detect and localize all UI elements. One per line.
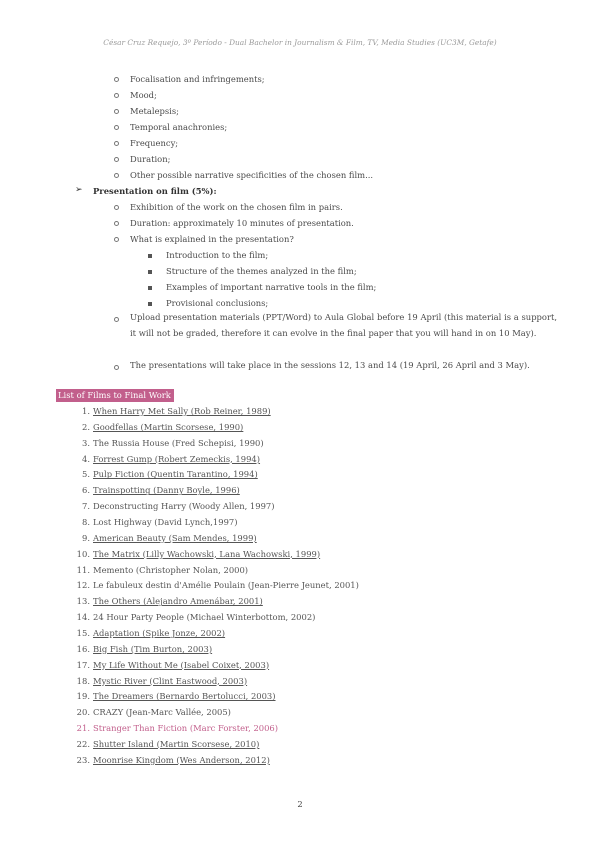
presentation-subitem: Structure of the themes analyzed in the film;: [166, 266, 357, 276]
square-bullet-icon: [148, 286, 152, 290]
presentation-item: What is explained in the presentation?: [130, 234, 294, 244]
film-number: 5.: [82, 469, 90, 480]
film-title: Deconstructing Harry (Woody Allen, 1997): [93, 501, 275, 512]
narrative-item: Temporal anachronies;: [130, 122, 228, 132]
page-number: 2: [297, 799, 303, 809]
square-bullet-icon: [148, 270, 152, 274]
circle-bullet-icon: [114, 77, 119, 82]
film-number: 6.: [82, 485, 90, 496]
narrative-item: Frequency;: [130, 138, 179, 148]
square-bullet-icon: [148, 302, 152, 306]
narrative-item: Mood;: [130, 90, 157, 100]
film-link[interactable]: Pulp Fiction (Quentin Tarantino, 1994): [93, 469, 258, 480]
circle-bullet-icon: [114, 317, 119, 322]
presentation-heading: Presentation on film (5%):: [93, 186, 217, 196]
presentation-item: Duration: approximately 10 minutes of presentation.: [130, 218, 354, 228]
circle-bullet-icon: [114, 141, 119, 146]
film-title: The Russia House (Fred Schepisi, 1990): [93, 437, 264, 448]
film-number: 8.: [82, 517, 90, 527]
circle-bullet-icon: [114, 221, 119, 226]
film-title: CRAZY (Jean-Marc Vallée, 2005): [93, 707, 231, 718]
film-number: 7.: [82, 501, 90, 512]
square-bullet-icon: [148, 254, 152, 258]
film-number: 14.: [76, 612, 90, 622]
film-number: 4.: [82, 453, 90, 464]
film-number: 13.: [76, 596, 90, 607]
film-link[interactable]: Big Fish (Tim Burton, 2003): [93, 643, 213, 654]
film-number: 3.: [82, 437, 90, 448]
narrative-item: Duration;: [130, 154, 171, 164]
film-number: 17.: [76, 659, 90, 670]
film-number: 2.: [82, 421, 90, 432]
circle-bullet-icon: [114, 125, 119, 130]
circle-bullet-icon: [114, 109, 119, 114]
film-number: 23.: [76, 754, 90, 765]
film-title: Lost Highway (David Lynch,1997): [93, 517, 238, 527]
film-number: 19.: [76, 691, 90, 702]
film-number: 15.: [76, 627, 90, 638]
presentation-item: Exhibition of the work on the chosen film in pairs.: [130, 202, 343, 212]
film-link[interactable]: Shutter Island (Martin Scorsese, 2010): [93, 738, 260, 749]
film-number: 11.: [76, 564, 90, 575]
film-link[interactable]: My Life Without Me (Isabel Coixet, 2003): [93, 659, 270, 670]
sessions-info: The presentations will take place in the sessions 12, 13 and 14 (19 April, 26 April and 3 May).: [130, 360, 530, 370]
film-link[interactable]: The Others (Alejandro Amenábar, 2001): [93, 596, 263, 607]
circle-bullet-icon: [114, 173, 119, 178]
films-list-title: List of Films to Final Work: [56, 389, 174, 402]
film-title: Memento (Christopher Nolan, 2000): [93, 564, 249, 575]
page-header: César Cruz Requejo, 3º Período - Dual Bachelor in Journalism & Film, TV, Media Studies (UC3M, Getafe): [103, 38, 497, 47]
film-link[interactable]: American Beauty (Sam Mendes, 1999): [93, 532, 257, 543]
film-title: Stranger Than Fiction (Marc Forster, 2006): [93, 723, 279, 733]
presentation-subitem: Provisional conclusions;: [166, 298, 269, 308]
film-link[interactable]: Mystic River (Clint Eastwood, 2003): [93, 675, 248, 686]
film-link[interactable]: Adaptation (Spike Jonze, 2002): [93, 627, 226, 638]
film-number: 16.: [76, 643, 90, 654]
film-number: 10.: [76, 548, 90, 559]
circle-bullet-icon: [114, 157, 119, 162]
film-link[interactable]: When Harry Met Sally (Rob Reiner, 1989): [93, 406, 271, 416]
circle-bullet-icon: [114, 237, 119, 242]
film-link[interactable]: Moonrise Kingdom (Wes Anderson, 2012): [93, 754, 270, 765]
narrative-item: Metalepsis;: [130, 106, 179, 116]
narrative-item: Focalisation and infringements;: [130, 74, 265, 84]
presentation-subitem: Introduction to the film;: [166, 250, 269, 260]
film-link[interactable]: Goodfellas (Martin Scorsese, 1990): [93, 421, 244, 432]
upload-instructions: Upload presentation materials (PPT/Word) to Aula Global before 19 April (this material is a support, it will not be graded, therefore it can evolve in the final paper that you will hand in on 10 May).: [130, 312, 557, 338]
circle-bullet-icon: [114, 365, 119, 370]
film-link[interactable]: The Matrix (Lilly Wachowski, Lana Wachowski, 1999): [93, 548, 321, 559]
presentation-subitem: Examples of important narrative tools in the film;: [166, 282, 377, 292]
circle-bullet-icon: [114, 205, 119, 210]
film-number: 9.: [82, 532, 90, 543]
film-link[interactable]: Forrest Gump (Robert Zemeckis, 1994): [93, 453, 261, 464]
film-number: 1.: [82, 406, 90, 416]
narrative-item: Other possible narrative specificities of the chosen film...: [130, 170, 374, 180]
film-link[interactable]: The Dreamers (Bernardo Bertolucci, 2003): [93, 691, 276, 702]
film-number: 22.: [76, 738, 90, 749]
film-link[interactable]: Trainspotting (Danny Boyle, 1996): [93, 485, 240, 496]
arrow-bullet-icon: ➢: [75, 185, 83, 195]
film-title: 24 Hour Party People (Michael Winterbottom, 2002): [93, 612, 316, 622]
film-title: Le fabuleux destin d'Amélie Poulain (Jean-Pierre Jeunet, 2001): [93, 580, 359, 591]
film-number: 12.: [76, 580, 90, 591]
film-number: 21.: [76, 723, 90, 733]
film-number: 20.: [76, 707, 90, 718]
film-number: 18.: [76, 675, 90, 686]
circle-bullet-icon: [114, 93, 119, 98]
